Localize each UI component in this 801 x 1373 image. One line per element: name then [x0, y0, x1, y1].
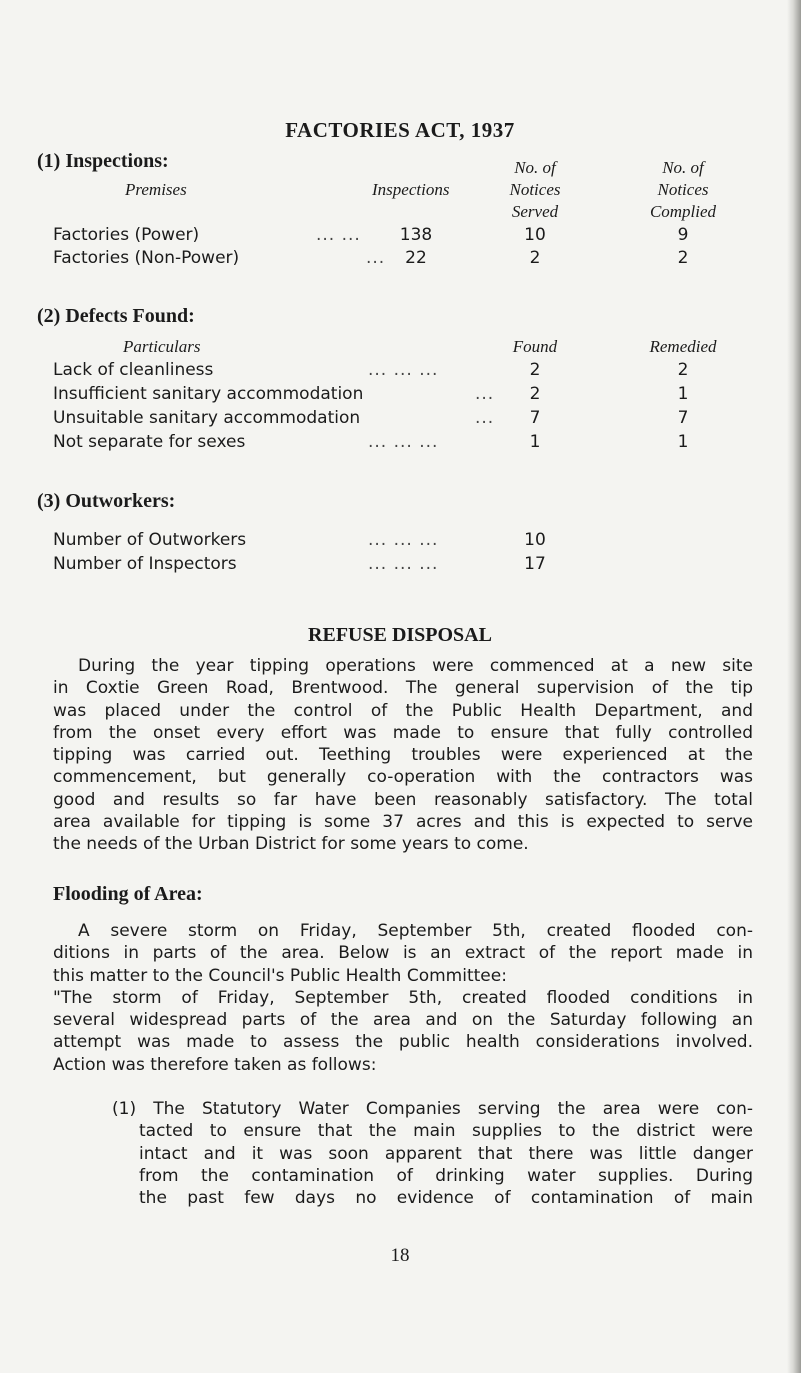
paragraph-line: commencement, but generally co-operation with the contractors was: [53, 767, 753, 788]
table-cell-inspections: 138: [399, 225, 433, 245]
col-header-served-3: Served: [511, 202, 559, 221]
paragraph-line: intact and it was soon apparent that there was little danger: [139, 1143, 753, 1164]
table-cell-value: 17: [524, 554, 546, 574]
paragraph-line: was placed under the control of the Public Health Department, and: [53, 700, 753, 721]
table-row-label: Factories (Power): [53, 225, 200, 245]
table-row-label: Number of Inspectors: [53, 554, 237, 574]
col-header-complied-2: Notices: [657, 180, 709, 199]
paragraph-line: ditions in parts of the area. Below is an extract of the report made in: [53, 943, 753, 964]
section-outworkers-heading: (3) Outworkers:: [37, 490, 176, 512]
table-row-label: Factories (Non-Power): [53, 248, 240, 268]
paragraph-line: in Coxtie Green Road, Brentwood. The general supervision of the tip: [53, 678, 753, 699]
section-inspections-heading: (1) Inspections:: [37, 150, 169, 172]
col-header-particulars: Particulars: [123, 337, 201, 356]
leader-dots: ...: [475, 408, 495, 428]
leader-dots: ... ... ...: [368, 554, 439, 574]
table-cell-remedied: 1: [677, 432, 689, 452]
flooding-paragraph: [53, 920, 753, 1076]
col-header-served-1: No. of: [514, 158, 556, 177]
col-header-premises: Premises: [125, 180, 187, 199]
table-cell-remedied: 2: [677, 360, 689, 380]
paragraph-line: area available for tipping is some 37 acres and this is expected to serve: [53, 812, 753, 833]
section-defects-heading: (2) Defects Found:: [37, 305, 195, 327]
paragraph-line: several widespread parts of the area and on the Saturday following an: [53, 1010, 753, 1031]
leader-dots: ... ...: [316, 225, 361, 245]
table-cell-found: 2: [529, 384, 541, 404]
table-cell-remedied: 7: [677, 408, 689, 428]
col-header-complied-1: No. of: [662, 158, 704, 177]
paragraph-line: During the year tipping operations were commenced at a new site: [78, 656, 753, 676]
paragraph-line: this matter to the Council's Public Health Committee:: [53, 965, 507, 986]
paragraph-line: "The storm of Friday, September 5th, created flooded conditions in: [53, 987, 753, 1008]
leader-dots: ... ... ...: [368, 360, 439, 380]
col-header-found: Found: [512, 337, 558, 356]
leader-dots: ...: [366, 248, 386, 268]
paragraph-line: Action was therefore taken as follows:: [53, 1054, 377, 1075]
table-row-label: Insufficient sanitary accommodation: [53, 384, 364, 404]
paragraph-line: from the contamination of drinking water supplies. During: [139, 1165, 753, 1186]
leader-dots: ... ... ...: [368, 530, 439, 550]
page-number: 18: [390, 1245, 410, 1266]
col-header-complied-3: Complied: [649, 202, 717, 221]
leader-dots: ...: [475, 384, 495, 404]
paragraph-line: good and results so far have been reasonably satisfactory. The total: [53, 789, 753, 810]
paragraph-line: A severe storm on Friday, September 5th, created flooded con-: [78, 921, 753, 941]
table-cell-inspections: 22: [405, 248, 427, 268]
table-cell-complied: 9: [677, 225, 689, 245]
page-title: FACTORIES ACT, 1937: [285, 118, 515, 142]
refuse-disposal-heading: REFUSE DISPOSAL: [308, 624, 492, 646]
table-cell-found: 7: [529, 408, 541, 428]
col-header-served-2: Notices: [509, 180, 561, 199]
table-row-label: Number of Outworkers: [53, 530, 247, 550]
flooding-heading: Flooding of Area:: [53, 883, 203, 905]
flooding-item-1: [112, 1098, 753, 1209]
paragraph-line: the past few days no evidence of contamination of main: [139, 1188, 753, 1209]
table-cell-value: 10: [524, 530, 546, 550]
paragraph-line: (1) The Statutory Water Companies serving the area were con-: [112, 1099, 753, 1119]
refuse-paragraph: [53, 655, 753, 856]
table-cell-found: 1: [529, 432, 541, 452]
paragraph-line: the needs of the Urban District for some years to come.: [53, 834, 529, 855]
table-cell-found: 2: [529, 360, 541, 380]
table-cell-complied: 2: [677, 248, 689, 268]
paragraph-line: from the onset every effort was made to ensure that fully controlled: [53, 722, 753, 743]
table-cell-served: 2: [529, 248, 541, 268]
table-cell-remedied: 1: [677, 384, 689, 404]
table-cell-served: 10: [524, 225, 546, 245]
paragraph-line: tacted to ensure that the main supplies to the district were: [139, 1121, 753, 1142]
table-row-label: Lack of cleanliness: [53, 360, 214, 380]
col-header-inspections: Inspections: [372, 180, 450, 199]
table-row-label: Unsuitable sanitary accommodation: [53, 408, 361, 428]
page-edge-shadow: [787, 0, 801, 1373]
table-row-label: Not separate for sexes: [53, 432, 246, 452]
col-header-remedied: Remedied: [649, 337, 717, 356]
leader-dots: ... ... ...: [368, 432, 439, 452]
paragraph-line: attempt was made to assess the public health considerations involved.: [53, 1032, 753, 1053]
paragraph-line: tipping was carried out. Teething troubles were experienced at the: [53, 745, 753, 766]
